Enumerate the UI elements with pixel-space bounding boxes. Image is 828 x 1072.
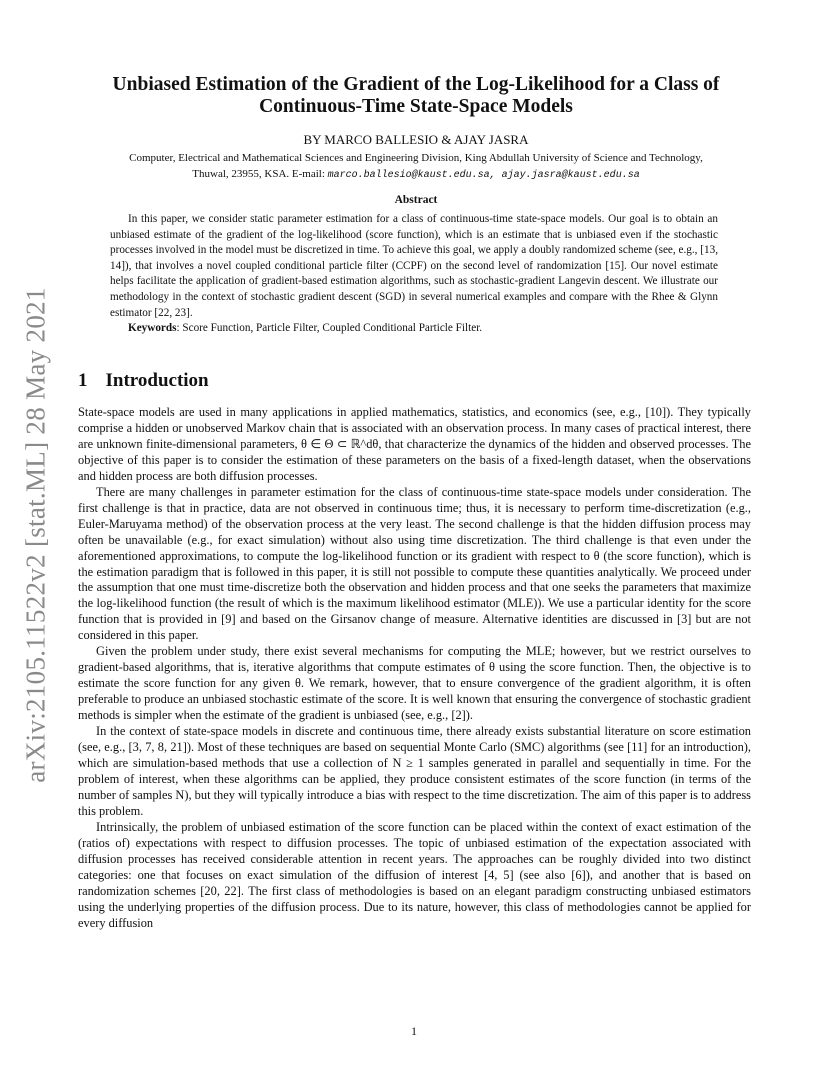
paragraph: State-space models are used in many applications in applied mathematics, statistics, and economics (see, e.g., [10]). They typically comprise a hidden or unobserved Markov chain that is associated with an observation process. In many cases of practical interest, there are unknown finite-dimensional parameters, θ ∈ Θ ⊂ ℝ^dθ, that characterize the dynamics of the hidden and observed processes. The objective of this paper is to consider the estimation of these parameters on the basis of a fixed-length dataset, when the observations and hidden process are both diffusion processes.: [78, 405, 751, 483]
paragraph: There are many challenges in parameter estimation for the class of continuous-time state-space models under consideration. The first challenge is that in practice, data are not observed in continuous time; thus, it is necessary to perform time-discretization (e.g., Euler-Maruyama method) of the observation process at the very least. The second challenge is that the hidden diffusion process may often be unavailable (e.g., for exact simulation) without also using time discretization. The third challenge is that even under the aforementioned approximations, to compute the log-likelihood function or its gradient with respect to θ (the score function), which is the estimation paradigm that is followed in this paper, it is still not possible to compute these quantities analytically. We proceed under the assumption that one must time-discretize both the observation and hidden process and that one seeks the parameters that maximize the log-likelihood function (the result of which is the maximum likelihood estimator (MLE)). We use a particular identity for the score function that is provided in [9] and based on the Girsanov change of measure. Alternative identities are discussed in [3] but are not considered in this paper.: [78, 484, 751, 643]
paragraph: In the context of state-space models in discrete and continuous time, there already exists substantial literature on score estimation (see, e.g., [3, 7, 8, 21]). Most of these techniques are based on sequential Monte Carlo (SMC) algorithms (see [11] for an introduction), which are simulation-based methods that use a collection of N ≥ 1 samples generated in parallel and sequentially in time. For the problem of interest, when these algorithms can be applied, they produce consistent estimates of the score function (in terms of the number of samples N), but they will typically introduce a bias with respect to the time discretization. The aim of this paper is to address this problem.: [78, 724, 751, 818]
authors: BY MARCO BALLESIO & AJAY JASRA: [303, 132, 529, 147]
paragraph: Intrinsically, the problem of unbiased estimation of the score function can be placed within the context of exact estimation of the (ratios of) expectations with respect to diffusion processes. The topic of unbiased estimation of the expectation associated with diffusion processes has received considerable attention in recent years. The approaches can be roughly divided into two distinct categories: one that focuses on exact simulation of the diffusion of interest [4, 5] (see also [6]), and another that is based on randomization schemes [20, 22]. The first class of methodologies is based on an elegant paradigm constructing unbiased estimators using the underlying properties of the diffusion process. Due to its nature, however, this class of methodologies cannot be applied for every diffusion: [78, 819, 751, 930]
section-title: Introduction: [105, 370, 209, 391]
section-heading: [78, 370, 209, 392]
keywords-label: Keywords: [128, 322, 177, 335]
abstract-heading: Abstract: [394, 194, 438, 206]
arxiv-stamp: arXiv:2105.11522v2 [stat.ML] 28 May 2021: [20, 287, 51, 783]
section-number: 1: [78, 370, 88, 391]
affiliation-address: Thuwal, 23955, KSA. E-mail:: [192, 168, 325, 180]
affiliation: [78, 150, 754, 184]
abstract: [110, 212, 718, 337]
affiliation-contact: [78, 166, 754, 184]
email-addresses: marco.ballesio@kaust.edu.sa, ajay.jasra@kaust.edu.sa: [327, 170, 640, 181]
abstract-body: In this paper, we consider static parameter estimation for a class of continuous-time state-space models. Our goal is to obtain an unbiased estimate of the gradient of the log-likelihood (score function), which is an estimate that is unbiased even if the stochastic processes involved in the model must be discretized in time. To achieve this goal, we apply a doubly randomized scheme (see, e.g., [13, 14]), that involves a novel coupled conditional particle filter (CCPF) on the second level of randomization [15]. Our novel estimate helps facilitate the application of gradient-based estimation algorithms, such as stochastic-gradient Langevin descent. We illustrate our methodology in the context of stochastic gradient descent (SGD) in several numerical examples and compare with the Rhee & Glynn estimator [22, 23].: [110, 213, 718, 319]
introduction-body: [78, 405, 751, 931]
paragraph: Given the problem under study, there exist several mechanisms for computing the MLE; however, but we restrict ourselves to gradient-based algorithms, that is, iterative algorithms that compute estimates of θ using the score function. Then, the objective is to estimate the score function for any given θ. We remark, however, that to ensure convergence of the gradient algorithm, it is often preferable to produce an unbiased stochastic estimate of the score. It is well known that ensuring the convergence of stochastic gradient methods is simpler when the estimate of the gradient is unbiased (see, e.g., [2]).: [78, 644, 751, 723]
affiliation-line: Computer, Electrical and Mathematical Sciences and Engineering Division, King Abdullah University of Science and Technology,: [129, 152, 703, 164]
keywords-list: : Score Function, Particle Filter, Coupled Conditional Particle Filter.: [176, 322, 483, 335]
keywords: [110, 321, 718, 337]
page-number: 1: [411, 1024, 417, 1038]
paper-title: Unbiased Estimation of the Gradient of the Log-Likelihood for a Class of Continuous-Time State-Space Models: [112, 74, 720, 117]
